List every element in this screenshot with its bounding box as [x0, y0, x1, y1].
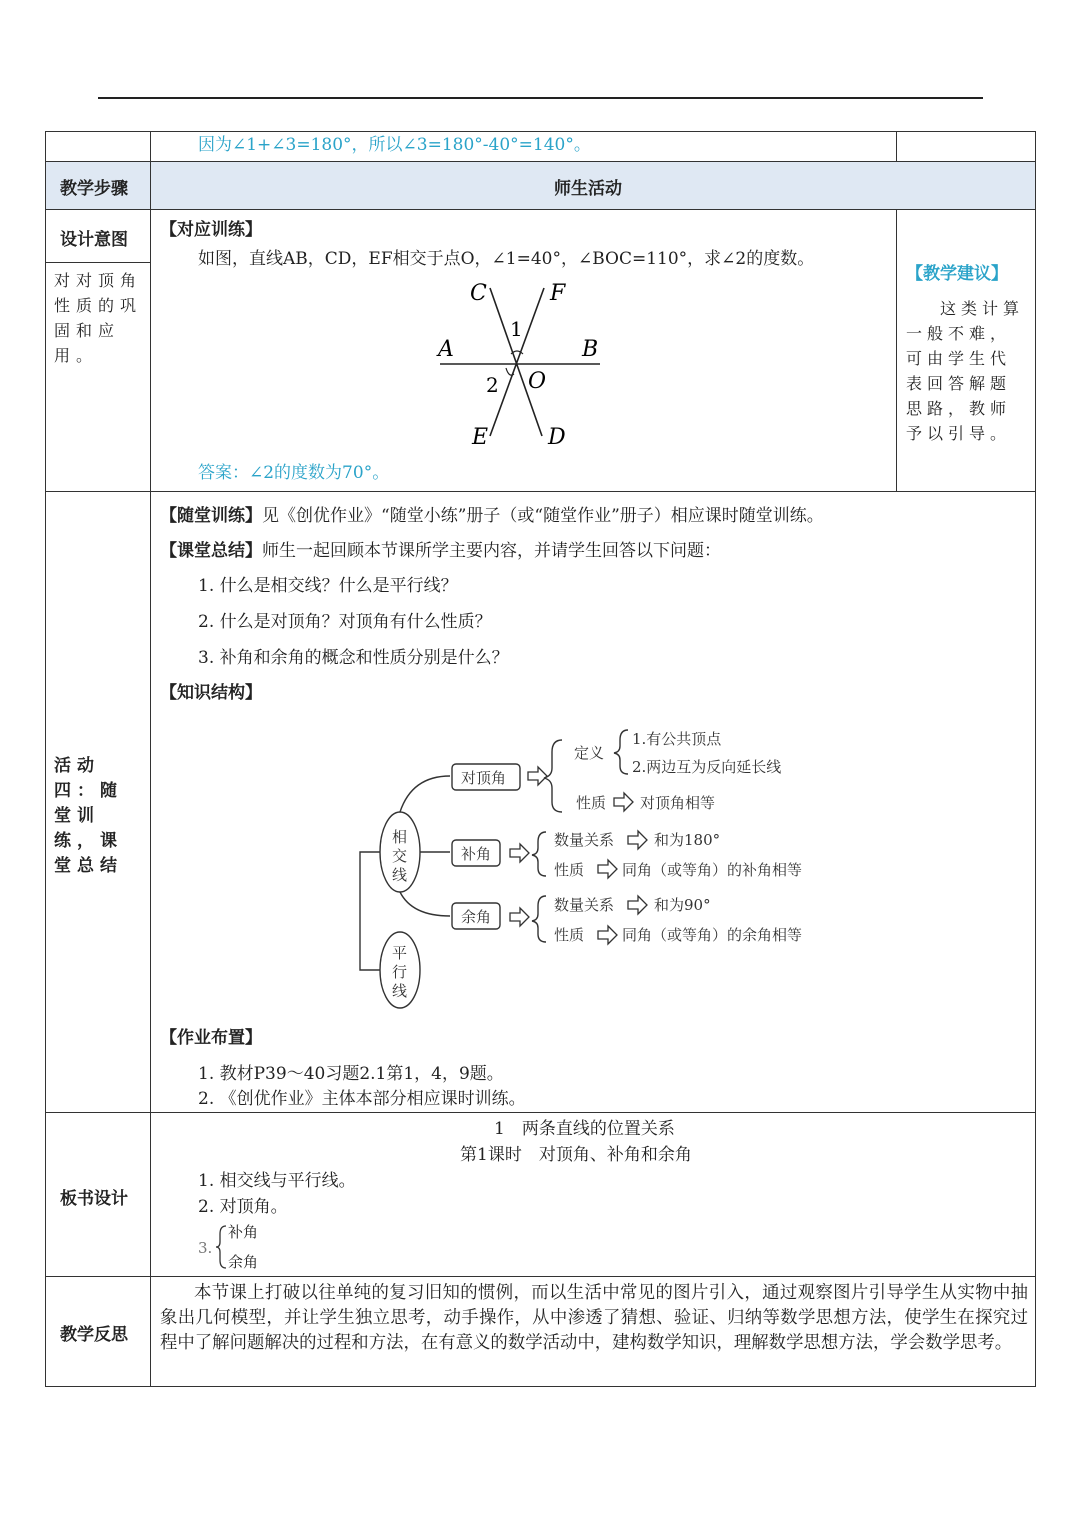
- suggest-text: 这类计算一般不难，可由学生代表回答解题思路，教师予以引导。: [906, 299, 1025, 443]
- header-background: [46, 162, 1035, 209]
- node-intersect-label: 相交线: [392, 828, 408, 884]
- problem-text: 如图，直线AB，CD，EF相交于点O，∠1=40°，∠BOC=110°，求∠2的度数。: [198, 249, 815, 269]
- design-intent-text: 对对顶角性质的巩固和应用。: [54, 271, 143, 365]
- table-line: [45, 1112, 1036, 1113]
- board-line2: 第1课时 对顶角、补角和余角: [460, 1145, 692, 1165]
- summary-line: [160, 539, 721, 563]
- homework-2: 2. 《创优作业》主体本部分相应课时训练。: [198, 1089, 526, 1109]
- board-item1: 1. 相交线与平行线。: [198, 1171, 356, 1191]
- arrow-icon: [628, 896, 647, 914]
- top-row-text: 因为∠1+∠3=180°，所以∠3=180°-40°=140°。: [198, 135, 591, 155]
- node-parallel-label: 平行线: [392, 944, 408, 1000]
- table-line: [45, 1386, 1036, 1387]
- board-item3b: 余角: [228, 1253, 259, 1271]
- table-line: [45, 131, 1036, 132]
- supp-prop-key: 性质: [554, 861, 585, 879]
- def1-label: 1.有公共顶点: [632, 730, 722, 748]
- supp-label: 补角: [461, 845, 492, 863]
- label-a: A: [438, 337, 454, 362]
- header-step: 教学步骤: [60, 179, 128, 199]
- label-f: F: [550, 281, 566, 306]
- table-line: [45, 131, 46, 1387]
- table-line: [45, 491, 1036, 492]
- question-2: 2. 什么是对顶角？对顶角有什么性质？: [198, 612, 492, 632]
- table-line: [150, 131, 151, 1387]
- arrow-icon: [598, 860, 617, 878]
- label-c: C: [470, 281, 487, 306]
- board-title: 板书设计: [60, 1189, 128, 1209]
- board-item3-num: 3.: [198, 1239, 213, 1257]
- edge-to-vertical: [400, 776, 450, 812]
- arrow-icon: [614, 793, 633, 811]
- board-item2: 2. 对顶角。: [198, 1197, 288, 1217]
- angle-figure: [432, 278, 632, 458]
- arrow-icon: [510, 844, 529, 862]
- brace-def: [614, 730, 628, 774]
- comp-label: 余角: [461, 908, 492, 926]
- board-line1: 1 两条直线的位置关系: [494, 1119, 675, 1139]
- arrow-icon: [528, 767, 547, 785]
- arrow-icon: [510, 908, 529, 926]
- label-one: 1: [510, 317, 523, 341]
- top-rule: [98, 97, 983, 99]
- table-line: [896, 131, 897, 162]
- table-line: [45, 161, 1036, 162]
- table-line: [1035, 131, 1036, 1387]
- prop-v-key: 性质: [576, 794, 607, 812]
- def-label: 定义: [574, 744, 605, 762]
- question-3: 3. 补角和余角的概念和性质分别是什么？: [198, 648, 509, 668]
- vertical-label: 对顶角: [461, 769, 507, 787]
- structure-label: 【知识结构】: [160, 683, 262, 703]
- comp-prop-value: 同角（或等角）的余角相等: [622, 926, 803, 944]
- practice-text: 见《创优作业》“随堂小练”册子（或“随堂作业”册子）相应课时随堂训练。: [262, 506, 824, 526]
- prop-v-value: 对顶角相等: [640, 794, 716, 812]
- table-line: [45, 262, 151, 263]
- label-o: O: [528, 369, 547, 394]
- table-line: [45, 1276, 1036, 1277]
- summary-text: 师生一起回顾本节课所学主要内容，并请学生回答以下问题：: [262, 541, 721, 561]
- edge-to-comp: [400, 892, 450, 916]
- def2-label: 2.两边互为反向延长线: [632, 758, 782, 776]
- board-brace-icon: [214, 1224, 228, 1270]
- board-item3a: 补角: [228, 1223, 259, 1241]
- comp-qty-key: 数量关系: [554, 896, 615, 914]
- brace-supp: [532, 832, 546, 876]
- edge-bracket: [360, 852, 380, 970]
- question-1: 1. 什么是相交线？什么是平行线？: [198, 576, 458, 596]
- label-d: D: [548, 425, 566, 450]
- arrow-icon: [628, 831, 647, 849]
- suggest-title: 【教学建议】: [906, 264, 1008, 284]
- label-e: E: [472, 425, 489, 450]
- reflection-text: 本节课上打破以往单纯的复习旧知的惯例，而以生活中常见的图片引入，通过观察图片引导学生从实物中抽象出几何模型，并让学生独立思考，动手操作，从中渗透了猜想、验证、归纳等数学思想方法，使学生在探究过程中了解问题解决的过程和方法，在有意义的数学活动中，建构数学知识，理解数学思想方法，学会数学思考。: [160, 1283, 1028, 1353]
- comp-qty-value: 和为90°: [654, 896, 711, 914]
- comp-prop-key: 性质: [554, 926, 585, 944]
- label-two: 2: [486, 373, 499, 397]
- summary-label: 【课堂总结】: [160, 541, 262, 561]
- homework-label: 【作业布置】: [160, 1028, 262, 1048]
- brace-comp: [532, 896, 546, 942]
- activity4-title: 活动四：随堂训练，课堂总结: [54, 756, 123, 876]
- table-line: [896, 209, 897, 492]
- reflection-title: 教学反思: [60, 1325, 128, 1345]
- practice-line: [160, 504, 824, 528]
- table-line: [45, 209, 1036, 210]
- answer-text: 答案：∠2的度数为70°。: [198, 463, 390, 483]
- supp-qty-value: 和为180°: [654, 831, 721, 849]
- supp-prop-value: 同角（或等角）的补角相等: [622, 861, 803, 879]
- design-intent-title: 设计意图: [60, 230, 128, 250]
- homework-1: 1. 教材P39～40习题2.1第1，4，9题。: [198, 1064, 504, 1084]
- arrow-icon: [598, 926, 617, 944]
- section-training-title: 【对应训练】: [160, 220, 262, 240]
- header-activity: 师生活动: [554, 179, 622, 199]
- label-b: B: [582, 337, 599, 362]
- supp-qty-key: 数量关系: [554, 831, 615, 849]
- knowledge-structure: [352, 720, 872, 1020]
- practice-label: 【随堂训练】: [160, 506, 262, 526]
